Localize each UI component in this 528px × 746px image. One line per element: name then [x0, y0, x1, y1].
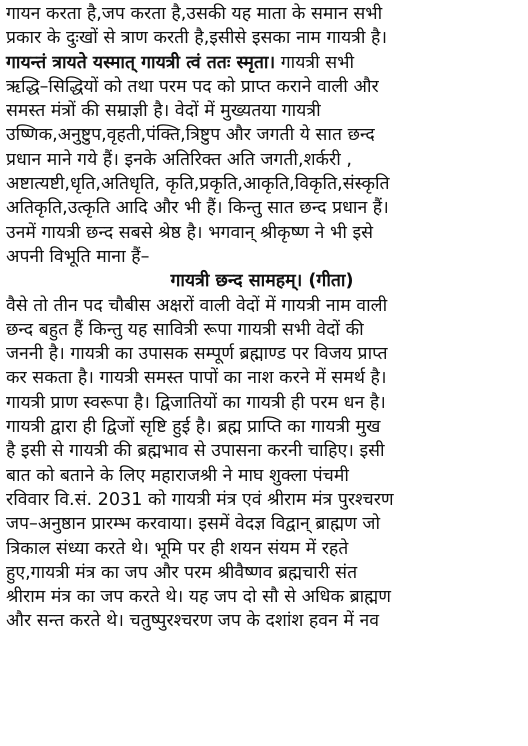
text-line: ऋद्धि–सिद्धियों को तथा परम पद को प्राप्त कराने वाली और: [6, 76, 379, 97]
text-line: समस्त मंत्रों की सम्राज्ञी है। वेदों में मुख्यतया गायत्री: [6, 101, 321, 122]
text-line: श्रीराम मंत्र का जप करते थे। यह जप दो सौ से अधिक ब्राह्मण: [6, 587, 391, 608]
text-line: जप–अनुष्ठान प्रारम्भ करवाया। इसमें वेदज्ञ विद्वान् ब्राह्मण जो: [6, 514, 381, 535]
text-line: अपनी विभूति माना हैं–: [6, 246, 150, 267]
sanskrit-verse: गायन्तं त्रायते यस्मात् गायत्री त्वं ततः स्मृता।: [6, 52, 276, 73]
text-line: कर सकता है। गायत्री समस्त पापों का नाश करने में समर्थ है।: [6, 368, 387, 389]
text-line: रविवार वि.सं. 2031 को गायत्री मंत्र एवं श्रीराम मंत्र पुरश्चरण: [6, 489, 394, 510]
text-line: और सन्त करते थे। चतुष्पुरश्चरण जप के दशांश हवन में नव: [6, 611, 380, 632]
text-line: है इसी से गायत्री की ब्रह्मभाव से उपासना करनी चाहिए। इसी: [6, 441, 385, 462]
text-line: उनमें गायत्री छन्द सबसे श्रेष्ठ है। भगवान् श्रीकृष्ण ने भी इसे: [6, 222, 374, 243]
text-line: वैसे तो तीन पद चौबीस अक्षरों वाली वेदों में गायत्री नाम वाली: [6, 295, 388, 316]
text-line: [6, 51, 518, 75]
text-line: गायत्री प्राण स्वरूपा है। द्विजातियों का गायत्री ही परम धन है।: [6, 392, 386, 413]
text-line: त्रिकाल संध्या करते थे। भूमि पर ही शयन संयम में रहते: [6, 538, 349, 559]
text-line: जननी है। गायत्री का उपासक सम्पूर्ण ब्रह्माण्ड पर विजय प्राप्त: [6, 344, 388, 365]
text-line: गायत्री द्वारा ही द्विजों सृष्टि हुई है। ब्रह्म प्राप्ति का गायत्री मुख: [6, 417, 381, 438]
text-line: अष्टात्यष्टी,धृति,अतिधृति, कृति,प्रकृति,आकृति,विकृति,संस्कृति: [6, 174, 390, 195]
text-line: अतिकृति,उत्कृति आदि और भी हैं। किन्तु सात छन्द प्रधान हैं।: [6, 198, 389, 219]
document-page: [6, 2, 518, 634]
text-line: उष्णिक,अनुष्टुप,वृहती,पंक्ति,त्रिष्टुप और जगती ये सात छन्द: [6, 125, 375, 146]
text-line: गायन करता है,जप करता है,उसकी यह माता के समान सभी: [6, 4, 383, 24]
text-line: प्रधान माने गये हैं। इनके अतिरिक्त अति जगती,शर्करी ,: [6, 149, 352, 170]
text-line: हुए,गायत्री मंत्र का जप और परम श्रीवैष्णव ब्रह्मचारी संत: [6, 562, 358, 583]
gita-quote: गायत्री छन्द सामहम्। (गीता): [170, 271, 354, 292]
text-line: प्रकार के दुःखों से त्राण करती है,इसीसे इसका नाम गायत्री है।: [6, 28, 388, 49]
text-fragment: गायत्री सभी: [280, 52, 355, 73]
text-line: छन्द बहुत हैं किन्तु यह सावित्री रूपा गायत्री सभी वेदों की: [6, 319, 364, 340]
text-line: बात को बताने के लिए महाराजश्री ने माघ शुक्ला पंचमी: [6, 465, 349, 486]
